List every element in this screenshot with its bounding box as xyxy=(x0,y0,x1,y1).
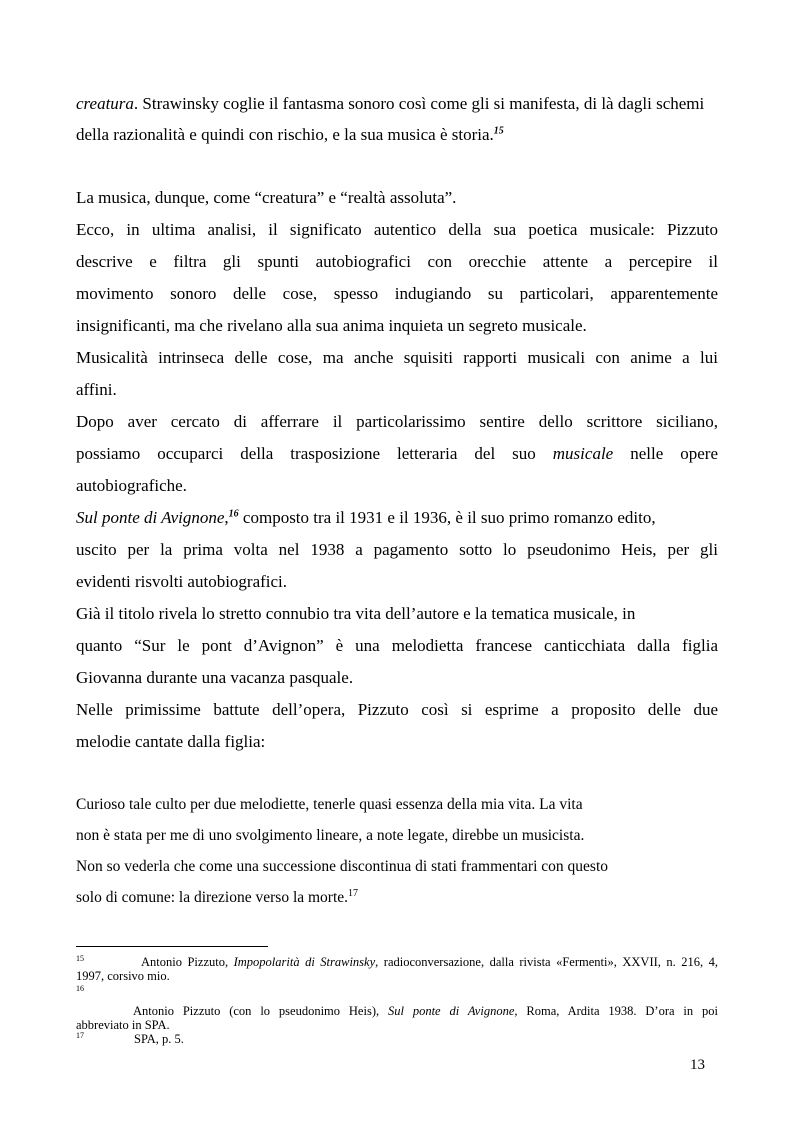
body-line: Ecco, in ultima analisi, il significato autentico della sua poetica musicale: Pizzuto xyxy=(76,220,718,239)
footnote-17: $^{17}$ SPA, p. 5. xyxy=(76,1030,184,1046)
body-line: evidenti risvolti autobiografici. xyxy=(76,572,288,591)
page-number: 13 xyxy=(690,1057,705,1073)
footnote-ref-15[interactable]: 15 xyxy=(493,125,504,137)
footnote-ref-16[interactable]: 16 xyxy=(228,508,239,520)
footnote-separator xyxy=(76,946,268,947)
body-line: movimento sonoro delle cose, spesso indugiando su particolari, apparentemente xyxy=(76,284,718,303)
body-line: Dopo aver cercato di afferrare il particolarissimo sentire dello scrittore siciliano, xyxy=(76,412,718,431)
body-line: autobiografiche. xyxy=(76,476,187,495)
body-line: affini. xyxy=(76,380,117,399)
body-line: Sul ponte di Avignone,$^{16}$ composto tra il 1931 e il 1936, è il suo primo romanzo edito, xyxy=(76,508,656,527)
footnote-16: $^{16}$ Antonio Pizzuto (con lo pseudonimo Heis), Sul ponte di Avignone, Roma, Ardita 1938. D’ora in poi abbreviato in SPA. xyxy=(76,983,718,1032)
body-line: Nelle primissime battute dell’opera, Pizzuto così si esprime a proposito delle due xyxy=(76,700,718,719)
quote-line: Curioso tale culto per due melodiette, tenerle quasi essenza della mia vita. La vita xyxy=(76,796,583,813)
quote-line: non è stata per me di uno svolgimento lineare, a note legate, direbbe un musicista. xyxy=(76,827,585,844)
body-line: della razionalità e quindi con rischio, e la sua musica è storia.$^{15}$ xyxy=(76,125,504,144)
body-line: Musicalità intrinseca delle cose, ma anche squisiti rapporti musicali con anime a lui xyxy=(76,348,718,367)
body-line: uscito per la prima volta nel 1938 a pagamento sotto lo pseudonimo Heis, per gli xyxy=(76,540,718,559)
book-title: Sul ponte di Avignone xyxy=(76,508,225,527)
body-line: possiamo occuparci della trasposizione letteraria del suo musicale nelle opere xyxy=(76,444,718,463)
quote-line: Non so vederla che come una successione discontinua di stati frammentari con questo xyxy=(76,858,609,875)
body-line: Già il titolo rivela lo stretto connubio tra vita dell’autore e la tematica musicale, in xyxy=(76,604,636,623)
footnote-15: $^{15}$ Antonio Pizzuto, Impopolarità di Strawinsky, radioconversazione, dalla rivista «Fermenti», XXVII, n. 216, 4, 1997, corsivo mio. xyxy=(76,955,718,983)
emphasis: musicale xyxy=(552,444,614,463)
footnote-ref-17[interactable]: 17 xyxy=(348,887,359,899)
quote-line: solo di comune: la direzione verso la morte.$^{17}$ xyxy=(76,887,359,906)
emphasis: creatura xyxy=(76,94,134,113)
body-line: La musica, dunque, come “creatura” e “realtà assoluta”. xyxy=(76,188,457,207)
body-line: insignificanti, ma che rivelano alla sua anima inquieta un segreto musicale. xyxy=(76,316,587,335)
body-line: quanto “Sur le pont d’Avignon” è una melodietta francese canticchiata dalla figlia xyxy=(76,636,718,655)
body-line: Giovanna durante una vacanza pasquale. xyxy=(76,668,354,687)
body-line: descrive e filtra gli spunti autobiografici con orecchie attente a percepire il xyxy=(76,252,718,271)
body-line: creatura. Strawinsky coglie il fantasma sonoro così come gli si manifesta, di là dagli schemi xyxy=(76,94,705,113)
body-line: melodie cantate dalla figlia: xyxy=(76,732,266,751)
